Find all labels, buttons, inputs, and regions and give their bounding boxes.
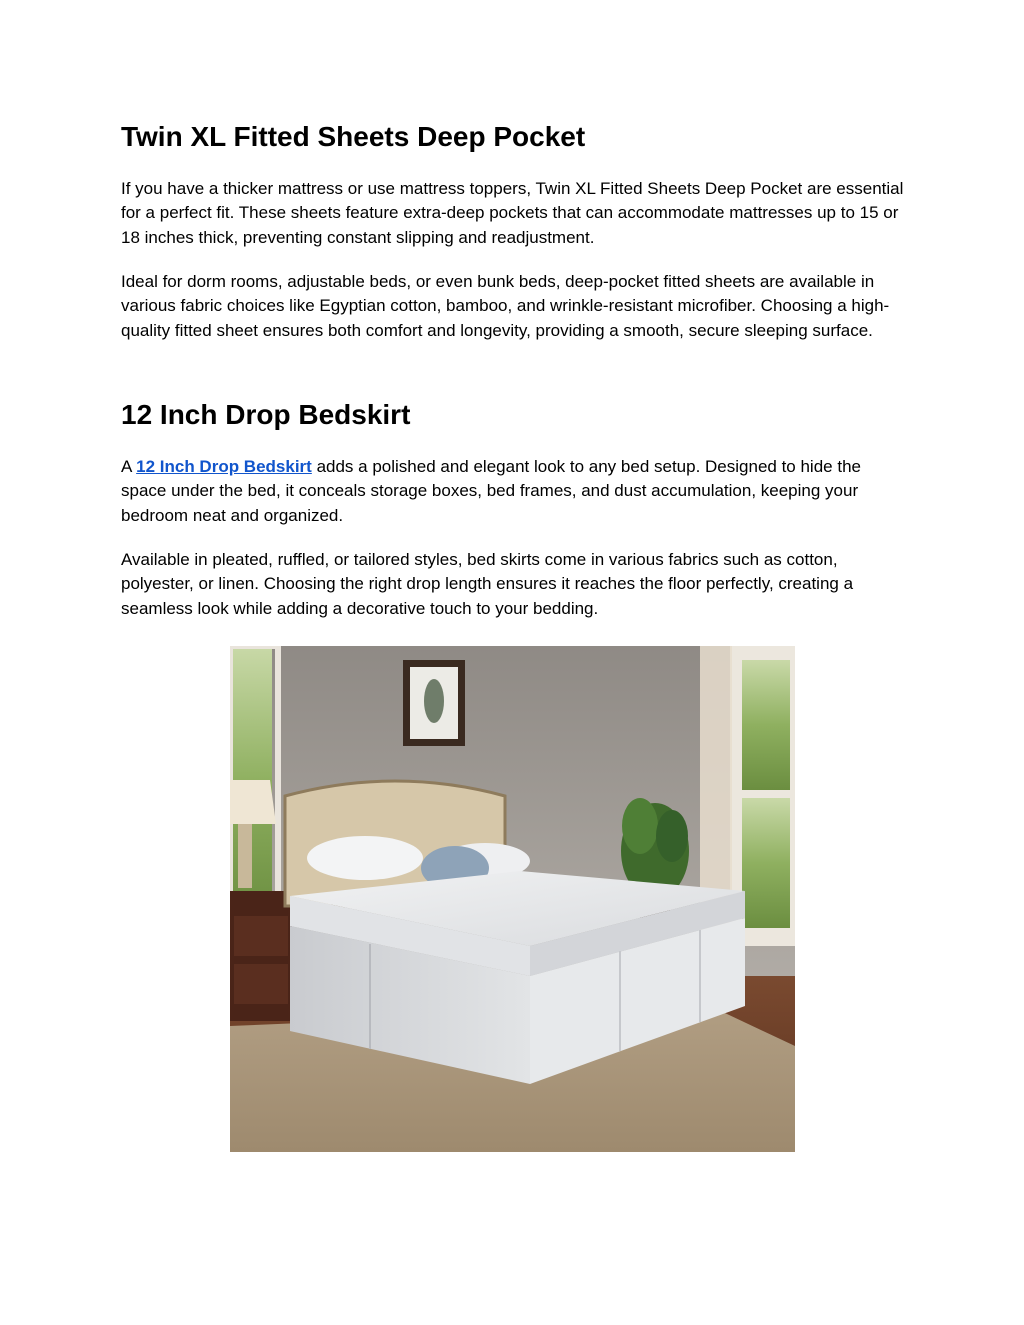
bedroom-bed-photo [230, 646, 795, 1152]
paragraph-bedskirt-styles: Available in pleated, ruffled, or tailored styles, bed skirts come in various fabrics such as cotton, polyester, or linen. Choosing the right drop length ensures it reaches the floor perfectly, creating a seamless look while adding a decorative touch to your bedding. [121, 550, 854, 618]
bedskirt-link[interactable]: 12 Inch Drop Bedskirt [136, 457, 312, 476]
lamp-base [238, 818, 252, 888]
paragraph-bedskirt-intro [121, 455, 911, 528]
paragraph-prefix: A [121, 457, 137, 476]
pillow-left [307, 836, 423, 880]
heading-twin-xl-fitted-sheets: Twin XL Fitted Sheets Deep Pocket [121, 121, 586, 152]
heading-12-inch-drop-bedskirt: 12 Inch Drop Bedskirt [121, 399, 411, 430]
paragraph-fitted-sheets-intro: If you have a thicker mattress or use mattress toppers, Twin XL Fitted Sheets Deep Pocket are essential for a perfect fit. These sheets feature extra-deep pockets that can accommodate mattresses up to 15 or 18 inches thick, preventing constant slipping and readjustment. [121, 179, 904, 247]
paragraph-suffix: adds a polished and elegant look to any bed setup. Designed to hide the space under the bed, it conceals storage boxes, bed frames, and dust accumulation, keeping your bedroom neat and organized. [121, 457, 861, 525]
paragraph-fitted-sheets-details: Ideal for dorm rooms, adjustable beds, or even bunk beds, deep-pocket fitted sheets are available in various fabric choices like Egyptian cotton, bamboo, and wrinkle-resistant microfiber. Choosing a high-quality fitted sheet ensures both comfort and longevity, providing a smooth, secure sleeping surface. [121, 272, 890, 340]
lamp-shade [230, 780, 276, 824]
right-window [742, 660, 790, 790]
